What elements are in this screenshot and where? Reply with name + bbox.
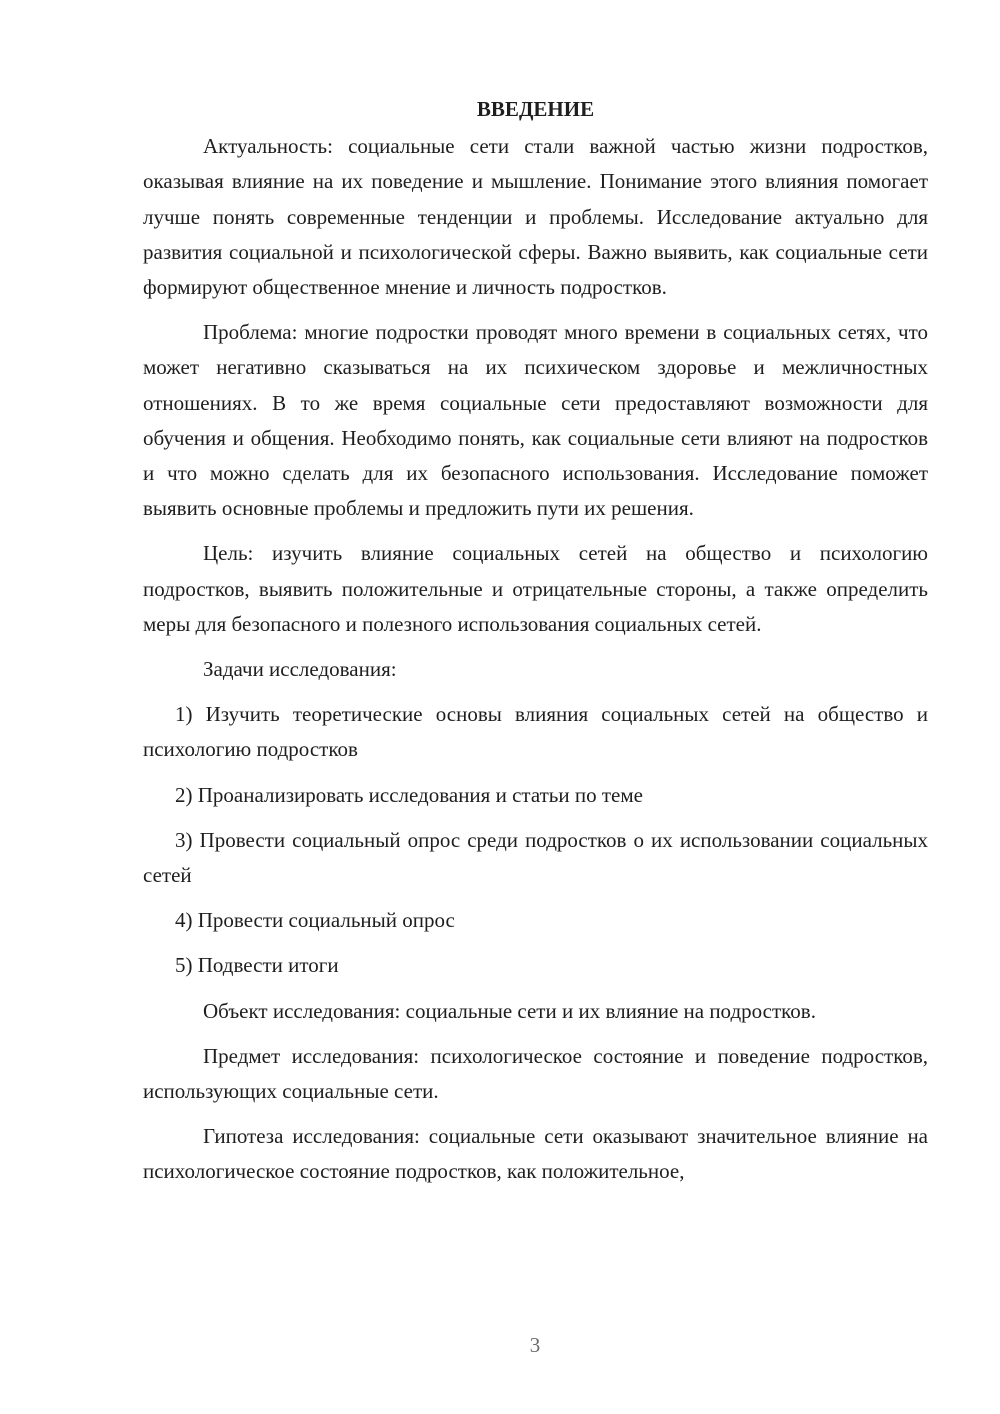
task-item: 3) Провести социальный опрос среди подростков о их использовании социальных сетей	[143, 827, 928, 888]
task-item: 4) Провести социальный опрос	[175, 908, 455, 933]
object-paragraph: Объект исследования: социальные сети и их влияние на подростков.	[203, 998, 816, 1023]
goal-paragraph: Цель: изучить влияние социальных сетей на общество и психологию подростков, выявить положительные и отрицательные стороны, а также определить меры для безопасного и полезного использования социальных сетей.	[143, 541, 928, 636]
problem-paragraph: Проблема: многие подростки проводят много времени в социальных сетях, что может негативно сказываться на их психическом здоровье и межличностных отношениях. В то же время социальные сети предоставляют возможности для обучения и общения. Необходимо понять, как социальные сети влияют на подростков и что можно сделать для их безопасного использования. Исследование поможет выявить основные проблемы и предложить пути их решения.	[143, 320, 928, 521]
task-item: 5) Подвести итоги	[175, 953, 339, 978]
page-content	[143, 92, 928, 1200]
page-number: 3	[529, 1333, 541, 1357]
hypothesis-paragraph: Гипотеза исследования: социальные сети оказывают значительное влияние на психологическое состояние подростков, как положительное,	[143, 1124, 928, 1184]
task-item: 1) Изучить теоретические основы влияния социальных сетей на общество и психологию подростков	[143, 702, 928, 762]
subject-paragraph: Предмет исследования: психологическое состояние и поведение подростков, использующих социальные сети.	[143, 1043, 928, 1104]
task-item: 2) Проанализировать исследования и статьи по теме	[175, 782, 643, 807]
tasks-label: Задачи исследования:	[203, 657, 397, 682]
section-heading: ВВЕДЕНИЕ	[476, 97, 595, 121]
relevance-paragraph: Актуальность: социальные сети стали важной частью жизни подростков, оказывая влияние на их поведение и мышление. Понимание этого влияния помогает лучше понять современные тенденции и проблемы. Исследование актуально для развития социальной и психологической сферы. Важно выявить, как социальные сети формируют общественное мнение и личность подростков.	[143, 134, 928, 300]
